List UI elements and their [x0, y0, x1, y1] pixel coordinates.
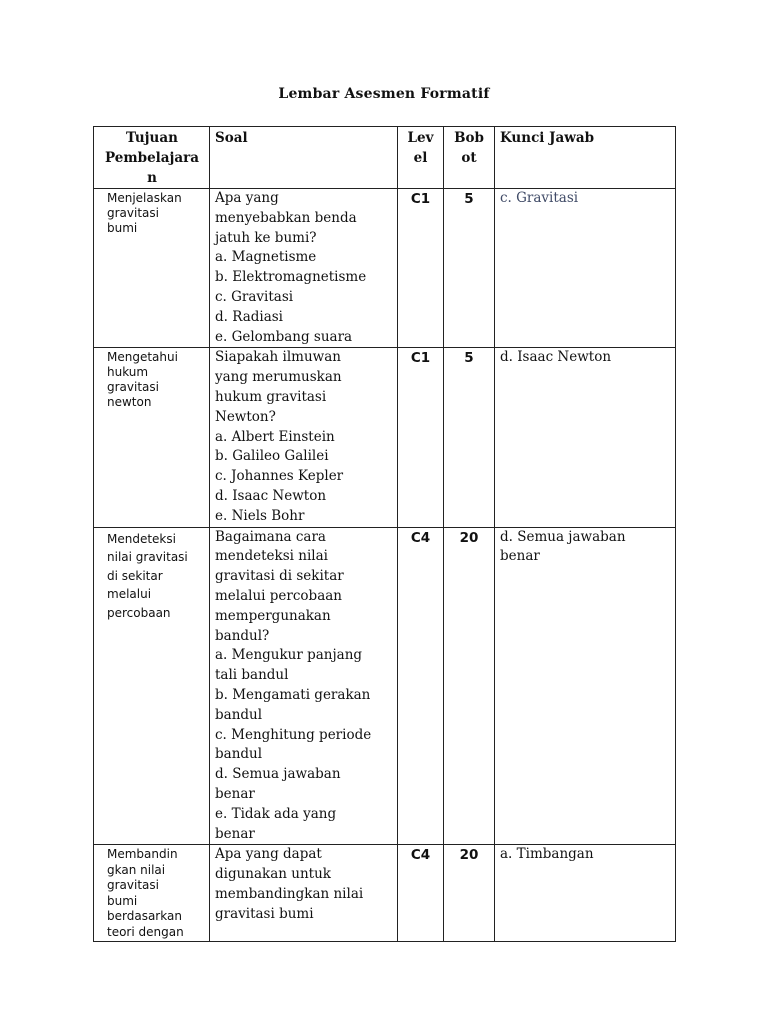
table-row [94, 189, 676, 348]
table-row [94, 527, 676, 845]
tujuan-cell: Menjelaskan gravitasi bumi [94, 189, 210, 348]
header-kunci-jawab: Kunci Jawab [495, 127, 676, 189]
tujuan-cell: Mendeteksi nilai gravitasi di sekitar melalui percobaan [94, 527, 210, 845]
header-tujuan-pembelajaran: Tujuan Pembelajara n [94, 127, 210, 189]
kunci-jawab-cell: d. Semua jawaban benar [495, 527, 676, 845]
bobot-cell: 5 [444, 189, 495, 348]
kunci-jawab-cell: d. Isaac Newton [495, 348, 676, 527]
table-header-row [94, 127, 676, 189]
assessment-table [93, 126, 676, 942]
soal-cell: Siapakah ilmuwan yang merumuskan hukum gravitasi Newton? a. Albert Einstein b. Galileo Galilei c. Johannes Kepler d. Isaac Newton e. Niels Bohr [210, 348, 398, 527]
kunci-jawab-cell: c. Gravitasi [495, 189, 676, 348]
table-row [94, 348, 676, 527]
bobot-cell: 20 [444, 845, 495, 942]
kunci-jawab-cell: a. Timbangan [495, 845, 676, 942]
header-level: Lev el [398, 127, 444, 189]
header-soal: Soal [210, 127, 398, 189]
bobot-cell: 20 [444, 527, 495, 845]
tujuan-cell: Mengetahui hukum gravitasi newton [94, 348, 210, 527]
level-cell: C1 [398, 189, 444, 348]
soal-cell: Apa yang menyebabkan benda jatuh ke bumi? a. Magnetisme b. Elektromagnetisme c. Gravitasi d. Radiasi e. Gelombang suara [210, 189, 398, 348]
level-cell: C4 [398, 527, 444, 845]
document-title: Lembar Asesmen Formatif [278, 86, 490, 102]
bobot-cell: 5 [444, 348, 495, 527]
soal-cell: Apa yang dapat digunakan untuk membandingkan nilai gravitasi bumi [210, 845, 398, 942]
header-bobot: Bob ot [444, 127, 495, 189]
level-cell: C1 [398, 348, 444, 527]
table-row [94, 845, 676, 942]
soal-cell: Bagaimana cara mendeteksi nilai gravitasi di sekitar melalui percobaan mempergunakan bandul? a. Mengukur panjang tali bandul b. Mengamati gerakan bandul c. Menghitung periode bandul d. Semua jawaban benar e. Tidak ada yang benar [210, 527, 398, 845]
tujuan-cell: Membandin gkan nilai gravitasi bumi berdasarkan teori dengan [94, 845, 210, 942]
level-cell: C4 [398, 845, 444, 942]
